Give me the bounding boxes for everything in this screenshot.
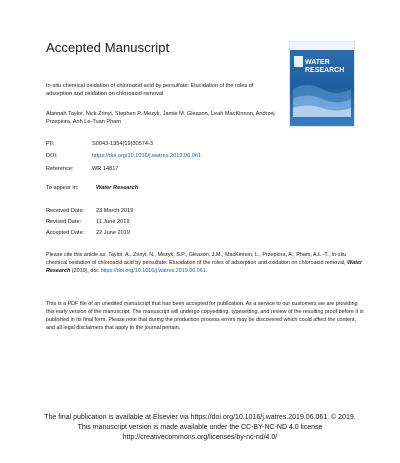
reference-row (46, 165, 118, 173)
doi-row (46, 152, 201, 160)
cover-journal-title: WATER RESEARCH (305, 59, 345, 74)
journal-name: Water Research (96, 185, 139, 191)
citation-paragraph (46, 251, 364, 275)
received-date-row (46, 207, 133, 215)
appear-in-row (46, 184, 138, 192)
footer-line-license-url: http://creativecommons.org/licenses/by-nc-nd/4.0/ (122, 434, 278, 441)
revised-date-label: Revised Date: (46, 219, 82, 225)
received-date-value: 23 March 2019 (96, 208, 134, 214)
citation-doi-link[interactable]: https://doi.org/10.1016/j.watres.2019.06.061. (100, 268, 208, 274)
footer-line-license: This manuscript version is made available under the CC-BY-NC-ND 4.0 license (77, 424, 323, 431)
article-title: In-situ chemical oxidation of chloroacid acid by persulfate: Elucidation of the roles of adsorption and oxidation on chloroacid removal (46, 83, 254, 97)
doi-label: DOI: (46, 153, 58, 159)
license-footer (0, 413, 400, 443)
revised-date-row (46, 218, 130, 226)
citation-tail: (2019), doi: (71, 268, 100, 274)
doi-link[interactable]: https://doi.org/10.1016/j.watres.2019.06.061 (92, 153, 202, 159)
footer-line-availability: The final publication is available at Elsevier via https://doi.org/10.1016/j.watres.2019.06.061. © 2019. (44, 414, 356, 421)
accepted-date-row (46, 229, 130, 237)
author-list: Alannah Taylor, Nick Zrinyi, Stephen P. Mezyk, Jamie M. Gleason, Leah MacKinnon, Andrzej Przepiora, Anh Le-Tuan Pham (46, 111, 275, 125)
reference-label: Reference: (46, 166, 74, 172)
pii-label: PII: (46, 141, 55, 147)
cover-top-strip (290, 42, 354, 50)
citation-journal: Water Research (46, 260, 363, 274)
accepted-date-label: Accepted Date: (46, 230, 85, 236)
disclaimer-paragraph: This is a PDF file of an unedited manuscript that has been accepted for publication. As a service to our customers we are providing this early version of the manuscript. The manuscript will undergo copyediting, typesetting, and review of the resulting proof before it is published in its final form. Please note that during the production process errors may be discovered which could affect the content, and all legal disclaimers that apply to the journal pertain. (46, 301, 364, 331)
accepted-date-value: 22 June 2019 (96, 230, 130, 236)
reference-value: WR 14817 (92, 166, 119, 172)
journal-cover-image (290, 42, 354, 126)
revised-date-value: 11 June 2019 (96, 219, 130, 225)
pii-value: S0043-1354(19)30574-3 (92, 141, 153, 147)
received-date-label: Received Date: (46, 208, 85, 214)
cover-water-graphic (293, 77, 351, 117)
publisher-logo-icon (294, 56, 303, 67)
appear-in-label: To appear in: (46, 185, 79, 191)
citation-text: Please cite this article as: Taylor, A., Zrinyi, N., Mezyk, S.P., Gleason, J.M., MacKinnon, L., Przepiora, A., Pham, A.L.-T., In-situ chemical oxidation of chloroacid acid by persulfate: Elucidation of the roles of adsorption and oxidation on chloroacid removal, (46, 252, 347, 266)
pii-row (46, 140, 153, 148)
page-heading: Accepted Manuscript (46, 40, 170, 55)
